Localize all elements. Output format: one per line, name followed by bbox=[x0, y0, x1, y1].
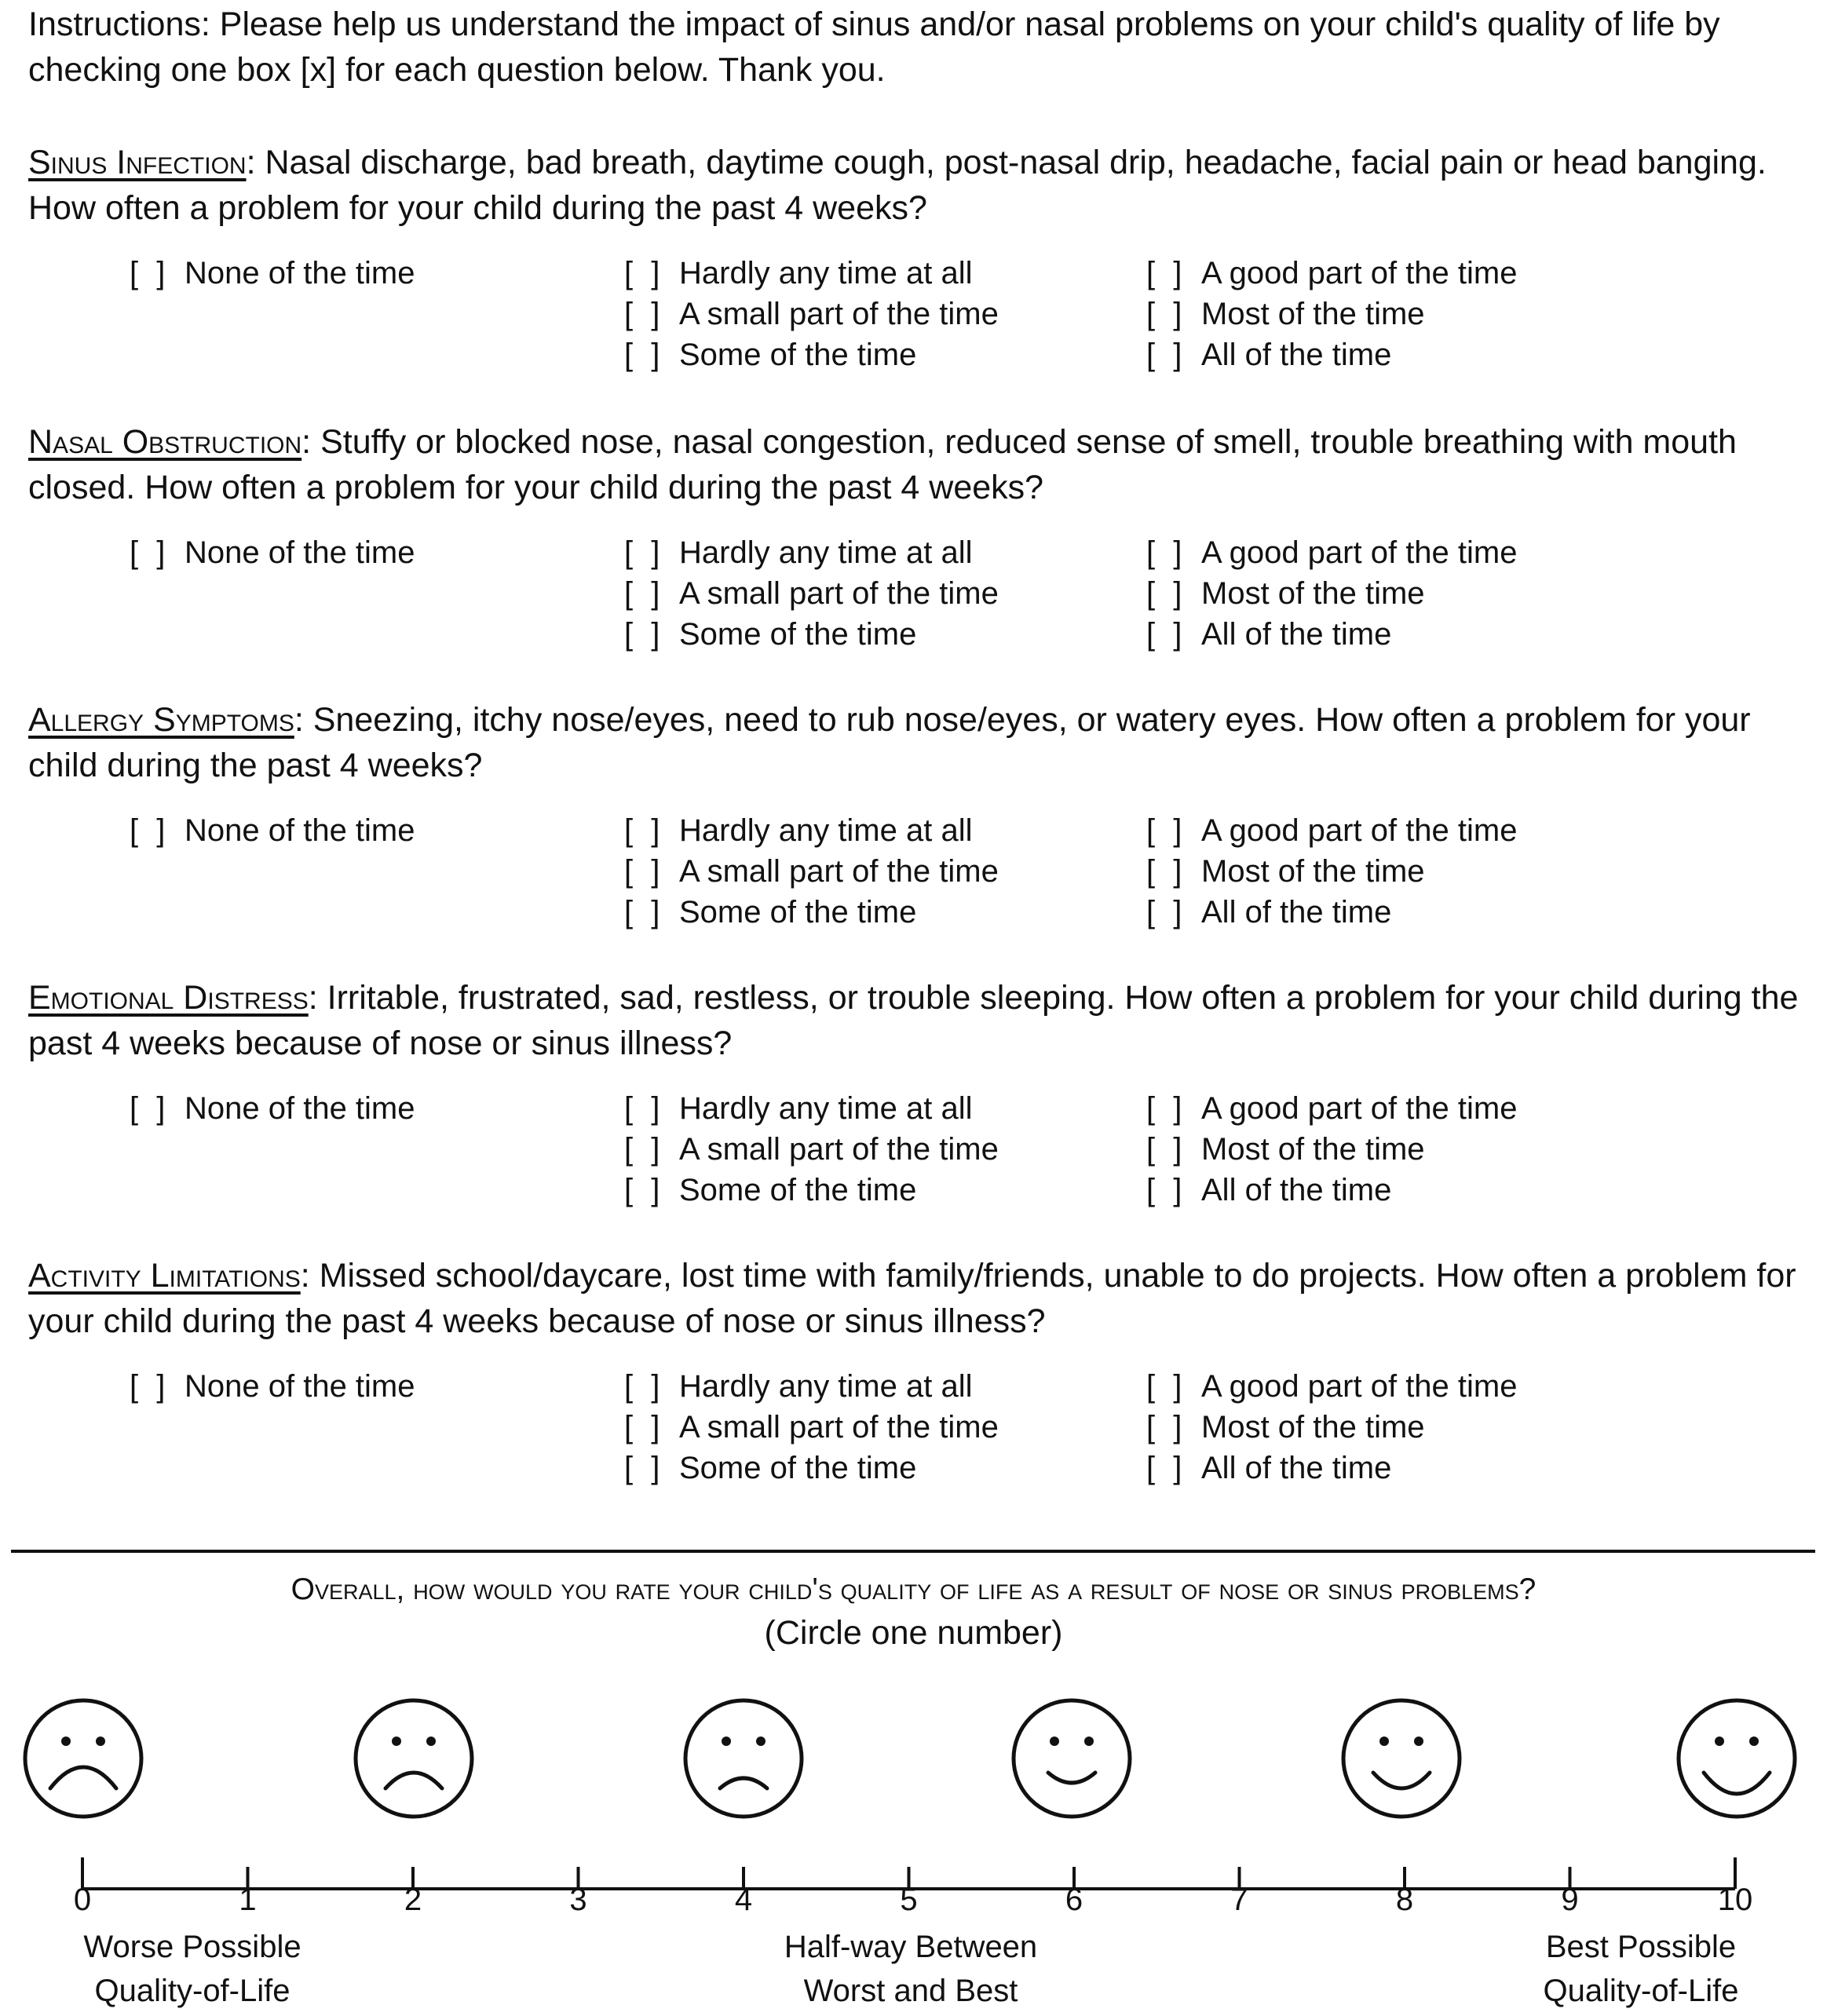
face-icon bbox=[1014, 1700, 1130, 1817]
checkbox[interactable]: [ ] bbox=[1146, 338, 1187, 372]
option-none[interactable]: [ ] None of the time bbox=[130, 532, 415, 573]
face-mouth-icon bbox=[1048, 1773, 1095, 1783]
checkbox[interactable]: [ ] bbox=[624, 256, 665, 290]
option-some[interactable]: [ ] Some of the time bbox=[624, 614, 916, 655]
anchor-middle: Half-way Between Worst and Best bbox=[784, 1930, 1038, 2008]
checkbox[interactable]: [ ] bbox=[1146, 1091, 1187, 1126]
face-icon bbox=[685, 1700, 802, 1817]
checkbox[interactable]: [ ] bbox=[624, 1132, 665, 1167]
overall-hint: (Circle one number) bbox=[764, 1614, 1063, 1652]
checkbox[interactable]: [ ] bbox=[1146, 576, 1187, 611]
option-most[interactable]: [ ] Most of the time bbox=[1146, 573, 1425, 614]
scale-number[interactable]: 5 bbox=[900, 1883, 918, 1917]
face-mouth-icon bbox=[720, 1778, 767, 1788]
overall-question: Overall, how would you rate your child's quality of life as a result of nose or sinus problems? bbox=[290, 1572, 1537, 1606]
checkbox[interactable]: [ ] bbox=[130, 1091, 170, 1126]
scale-number[interactable]: 10 bbox=[1717, 1883, 1753, 1917]
face-eye-icon bbox=[722, 1737, 731, 1746]
option-all[interactable]: [ ] All of the time bbox=[1146, 334, 1391, 375]
face-mouth-icon bbox=[1704, 1773, 1770, 1794]
face-eye-icon bbox=[61, 1737, 71, 1746]
face-eye-icon bbox=[1379, 1737, 1389, 1746]
checkbox[interactable]: [ ] bbox=[624, 1451, 665, 1485]
option-most[interactable]: [ ] Most of the time bbox=[1146, 851, 1425, 892]
question-text: : Irritable, frustrated, sad, restless, or trouble sleeping. How often a problem for your child during the past 4 weeks because of nose or sinus illness? bbox=[28, 979, 1799, 1062]
option-small[interactable]: [ ] A small part of the time bbox=[624, 1129, 999, 1170]
scale-number[interactable]: 9 bbox=[1561, 1883, 1579, 1917]
checkbox[interactable]: [ ] bbox=[624, 1410, 665, 1444]
checkbox[interactable]: [ ] bbox=[1146, 1369, 1187, 1404]
checkbox[interactable]: [ ] bbox=[130, 813, 170, 848]
scale-number[interactable]: 2 bbox=[404, 1883, 422, 1917]
option-hardly[interactable]: [ ] Hardly any time at all bbox=[624, 810, 972, 851]
option-small[interactable]: [ ] A small part of the time bbox=[624, 851, 999, 892]
option-small[interactable]: [ ] A small part of the time bbox=[624, 294, 999, 334]
face-eye-icon bbox=[1050, 1737, 1059, 1746]
option-small[interactable]: [ ] A small part of the time bbox=[624, 1407, 999, 1448]
question-text: : Stuffy or blocked nose, nasal congestion, reduced sense of smell, trouble breathing with mouth closed. How often a problem for your child during the past 4 weeks? bbox=[28, 423, 1737, 506]
checkbox[interactable]: [ ] bbox=[1146, 854, 1187, 889]
option-hardly[interactable]: [ ] Hardly any time at all bbox=[624, 532, 972, 573]
face-eye-icon bbox=[392, 1737, 401, 1746]
scale-number[interactable]: 6 bbox=[1065, 1883, 1083, 1917]
question-heading: Emotional Distress bbox=[28, 979, 309, 1017]
question-heading: Allergy Symptoms bbox=[28, 701, 294, 739]
option-good[interactable]: [ ] A good part of the time bbox=[1146, 1366, 1517, 1407]
option-some[interactable]: [ ] Some of the time bbox=[624, 892, 916, 933]
anchor-best: Best Possible Quality-of-Life bbox=[1543, 1930, 1739, 2008]
option-good[interactable]: [ ] A good part of the time bbox=[1146, 253, 1517, 294]
face-eye-icon bbox=[426, 1737, 436, 1746]
scale-number[interactable]: 8 bbox=[1395, 1883, 1414, 1917]
question-text: : Sneezing, itchy nose/eyes, need to rub nose/eyes, or watery eyes. How often a problem for your child during the past 4 weeks? bbox=[28, 701, 1751, 784]
face-eye-icon bbox=[1749, 1737, 1759, 1746]
option-most[interactable]: [ ] Most of the time bbox=[1146, 1407, 1425, 1448]
checkbox[interactable]: [ ] bbox=[1146, 297, 1187, 331]
checkbox[interactable]: [ ] bbox=[624, 617, 665, 652]
face-eye-icon bbox=[756, 1737, 766, 1746]
option-none[interactable]: [ ] None of the time bbox=[130, 1088, 415, 1129]
option-none[interactable]: [ ] None of the time bbox=[130, 1366, 415, 1407]
scale-number[interactable]: 1 bbox=[239, 1883, 257, 1917]
option-most[interactable]: [ ] Most of the time bbox=[1146, 1129, 1425, 1170]
option-good[interactable]: [ ] A good part of the time bbox=[1146, 532, 1517, 573]
face-mouth-icon bbox=[50, 1767, 116, 1788]
checkbox[interactable]: [ ] bbox=[624, 1173, 665, 1207]
checkbox[interactable]: [ ] bbox=[1146, 1132, 1187, 1167]
checkbox[interactable]: [ ] bbox=[624, 535, 665, 570]
checkbox[interactable]: [ ] bbox=[624, 854, 665, 889]
option-all[interactable]: [ ] All of the time bbox=[1146, 1448, 1391, 1488]
anchor-worst: Worse Possible Quality-of-Life bbox=[83, 1930, 301, 2008]
question-text: : Nasal discharge, bad breath, daytime cough, post-nasal drip, headache, facial pain or head banging. How often a problem for your child during the past 4 weeks? bbox=[28, 144, 1767, 227]
scale-number[interactable]: 7 bbox=[1230, 1883, 1248, 1917]
face-eye-icon bbox=[1414, 1737, 1423, 1746]
question-heading: Sinus Infection bbox=[28, 144, 247, 181]
face-icon bbox=[1343, 1700, 1460, 1817]
face-eye-icon bbox=[96, 1737, 105, 1746]
checkbox[interactable]: [ ] bbox=[624, 813, 665, 848]
checkbox[interactable]: [ ] bbox=[624, 895, 665, 929]
face-eye-icon bbox=[1084, 1737, 1094, 1746]
question-text: : Missed school/daycare, lost time with family/friends, unable to do projects. How often a problem for your child during the past 4 weeks because of nose or sinus illness? bbox=[28, 1257, 1796, 1340]
checkbox[interactable]: [ ] bbox=[1146, 895, 1187, 929]
question-heading: Activity Limitations bbox=[28, 1257, 301, 1295]
checkbox[interactable]: [ ] bbox=[624, 1091, 665, 1126]
checkbox[interactable]: [ ] bbox=[130, 1369, 170, 1404]
option-all[interactable]: [ ] All of the time bbox=[1146, 892, 1391, 933]
option-some[interactable]: [ ] Some of the time bbox=[624, 1448, 916, 1488]
face-mouth-icon bbox=[385, 1773, 442, 1788]
checkbox[interactable]: [ ] bbox=[624, 338, 665, 372]
checkbox[interactable]: [ ] bbox=[130, 256, 170, 290]
option-hardly[interactable]: [ ] Hardly any time at all bbox=[624, 1366, 972, 1407]
checkbox[interactable]: [ ] bbox=[624, 1369, 665, 1404]
checkbox[interactable]: [ ] bbox=[1146, 1451, 1187, 1485]
checkbox[interactable]: [ ] bbox=[1146, 813, 1187, 848]
checkbox[interactable]: [ ] bbox=[1146, 535, 1187, 570]
option-small[interactable]: [ ] A small part of the time bbox=[624, 573, 999, 614]
scale-number[interactable]: 0 bbox=[73, 1883, 92, 1917]
option-hardly[interactable]: [ ] Hardly any time at all bbox=[624, 1088, 972, 1129]
option-some[interactable]: [ ] Some of the time bbox=[624, 1170, 916, 1211]
face-icon bbox=[25, 1700, 141, 1817]
option-all[interactable]: [ ] All of the time bbox=[1146, 1170, 1391, 1211]
face-eye-icon bbox=[1715, 1737, 1724, 1746]
scale-number[interactable]: 4 bbox=[734, 1883, 753, 1917]
option-hardly[interactable]: [ ] Hardly any time at all bbox=[624, 253, 972, 294]
option-all[interactable]: [ ] All of the time bbox=[1146, 614, 1391, 655]
checkbox[interactable]: [ ] bbox=[1146, 256, 1187, 290]
instructions-text: Instructions: Please help us understand the impact of sinus and/or nasal problems on your child's quality of life by checking one box [x] for each question below. Thank you. bbox=[28, 5, 1720, 89]
face-icon bbox=[356, 1700, 472, 1817]
option-none[interactable]: [ ] None of the time bbox=[130, 253, 415, 294]
scale-number[interactable]: 3 bbox=[569, 1883, 587, 1917]
option-most[interactable]: [ ] Most of the time bbox=[1146, 294, 1425, 334]
checkbox[interactable]: [ ] bbox=[624, 576, 665, 611]
face-mouth-icon bbox=[1373, 1773, 1430, 1788]
option-none[interactable]: [ ] None of the time bbox=[130, 810, 415, 851]
option-good[interactable]: [ ] A good part of the time bbox=[1146, 810, 1517, 851]
checkbox[interactable]: [ ] bbox=[1146, 1410, 1187, 1444]
option-some[interactable]: [ ] Some of the time bbox=[624, 334, 916, 375]
checkbox[interactable]: [ ] bbox=[624, 297, 665, 331]
option-good[interactable]: [ ] A good part of the time bbox=[1146, 1088, 1517, 1129]
face-icon bbox=[1679, 1700, 1795, 1817]
checkbox[interactable]: [ ] bbox=[1146, 1173, 1187, 1207]
question-heading: Nasal Obstruction bbox=[28, 423, 302, 461]
checkbox[interactable]: [ ] bbox=[130, 535, 170, 570]
checkbox[interactable]: [ ] bbox=[1146, 617, 1187, 652]
